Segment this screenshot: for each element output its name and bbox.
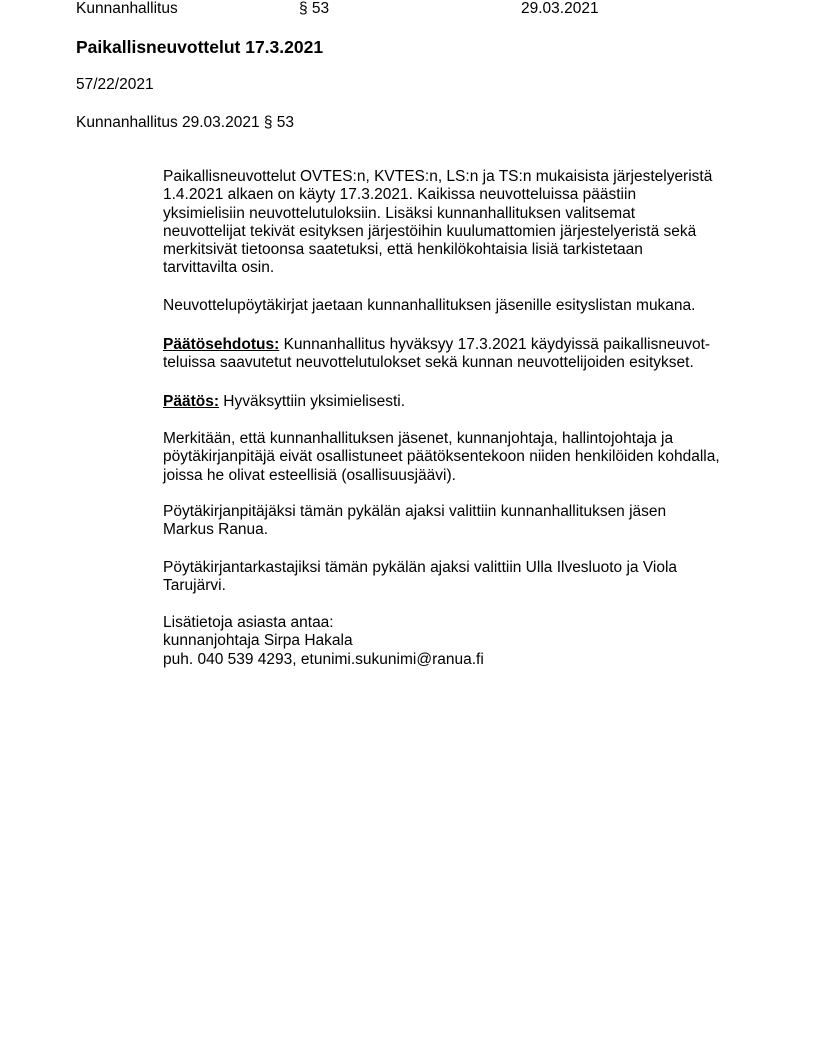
header-body: Kunnanhallitus — [76, 0, 178, 17]
decision-text: Hyväksyttiin yksimielisesti. — [219, 393, 406, 410]
contact-paragraph — [163, 614, 484, 669]
text-line: Lisätietoja asiasta antaa: — [163, 614, 334, 631]
proposal-label: Päätösehdotus: — [163, 336, 280, 353]
contact-info: puh. 040 539 4293, etunimi.sukunimi@ranua.fi — [163, 650, 484, 668]
intro-paragraph — [163, 168, 712, 278]
proposal-paragraph — [163, 336, 710, 373]
text-line: Merkitään, että kunnanhallituksen jäsenet, kunnanjohtaja, hallintojohtaja ja — [163, 430, 674, 447]
meeting-reference: Kunnanhallitus 29.03.2021 § 53 — [76, 114, 295, 131]
text-line: kunnanjohtaja Sirpa Hakala — [163, 632, 353, 650]
text-line: Neuvottelupöytäkirjat jaetaan kunnanhallituksen jäsenille esityslistan mukana. — [163, 297, 696, 314]
text-line: neuvottelijat tekivät esityksen järjestöihin kuulumattomien järjestelyeristä sekä — [163, 222, 697, 240]
text-line: Tarujärvi. — [163, 577, 226, 595]
header-date: 29.03.2021 — [521, 0, 599, 17]
document-title: Paikallisneuvottelut 17.3.2021 — [76, 37, 324, 57]
decision-paragraph — [163, 393, 405, 411]
text-line: Pöytäkirjantarkastajiksi tämän pykälän ajaksi valittiin Ulla Ilvesluoto ja Viola — [163, 559, 678, 576]
note-paragraph — [163, 430, 720, 485]
text-line: tarvittavilta osin. — [163, 259, 275, 277]
text-line: teluissa saavutetut neuvottelutulokset sekä kunnan neuvottelijoiden esitykset. — [163, 354, 694, 372]
text-line: pöytäkirjanpitäjä eivät osallistuneet päätöksentekoon niiden henkilöiden kohdalla, — [163, 448, 720, 466]
text-line: 1.4.2021 alkaen on käyty 17.3.2021. Kaikissa neuvotteluissa päästiin — [163, 186, 637, 204]
secretary-paragraph — [163, 503, 666, 540]
text-line: joissa he olivat esteellisiä (osallisuusjäävi). — [163, 466, 456, 484]
text-line: merkitsivät tietoonsa saatetuksi, että henkilökohtaisia lisiä tarkistetaan — [163, 241, 643, 259]
text-line: Kunnanhallitus hyväksyy 17.3.2021 käydyissä paikallisneuvot- — [279, 336, 711, 353]
text-line: Paikallisneuvottelut OVTES:n, KVTES:n, LS:n ja TS:n mukaisista järjestelyeristä — [163, 168, 713, 185]
header-section: § 53 — [299, 0, 330, 17]
decision-label: Päätös: — [163, 393, 219, 410]
text-line: yksimielisiin neuvottelutuloksiin. Lisäksi kunnanhallituksen valitsemat — [163, 204, 636, 222]
text-line: Markus Ranua. — [163, 521, 269, 539]
inspectors-paragraph — [163, 559, 677, 596]
minutes-paragraph — [163, 297, 695, 315]
text-line: Pöytäkirjanpitäjäksi tämän pykälän ajaksi valittiin kunnanhallituksen jäsen — [163, 503, 667, 520]
record-number: 57/22/2021 — [76, 76, 154, 93]
